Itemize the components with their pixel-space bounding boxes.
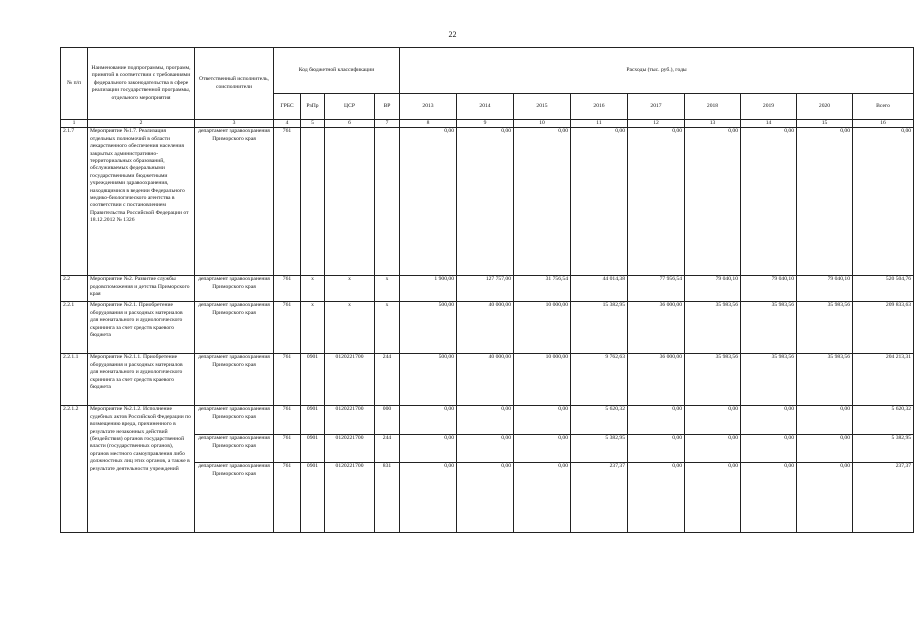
header-year: 2017	[628, 94, 685, 120]
row-grbs: 761	[274, 463, 301, 533]
header-num: № п/п	[61, 48, 88, 120]
column-index: 14	[741, 120, 797, 128]
row-responsible: департамент здравоохранения Приморского края	[195, 435, 274, 463]
row-csr: 0120221700	[325, 463, 375, 533]
header-total: Всего	[853, 94, 914, 120]
row-value: 0,00	[628, 435, 685, 463]
column-index: 11	[571, 120, 628, 128]
row-vr: 831	[375, 463, 400, 533]
budget-table	[60, 47, 914, 533]
header-year: 2019	[741, 94, 797, 120]
row-value: 127 757,00	[457, 276, 514, 302]
row-value: 0,00	[741, 406, 797, 435]
row-value: 35 983,56	[685, 302, 741, 354]
row-num: 2.2.1.1	[61, 354, 88, 406]
row-num: 2.2.1	[61, 302, 88, 354]
row-value: 35 983,56	[797, 302, 853, 354]
row-vr: x	[375, 276, 400, 302]
row-rzpr: 0901	[301, 435, 325, 463]
row-grbs: 761	[274, 302, 301, 354]
row-value: 0,00	[628, 128, 685, 276]
row-num: 2.2	[61, 276, 88, 302]
row-value: 44 014,38	[571, 276, 628, 302]
column-index: 9	[457, 120, 514, 128]
row-grbs: 761	[274, 406, 301, 435]
table-row-2-1-7	[61, 128, 914, 276]
row-total: 204 213,31	[853, 354, 914, 406]
row-value: 0,00	[797, 463, 853, 533]
row-name: Мероприятие №2.1.1. Приобретение оборудования и расходных материалов для неонатального и аудиологического скрининга за счет средств краевого бюджета	[88, 354, 195, 406]
row-value: 0,00	[400, 128, 457, 276]
row-grbs: 761	[274, 276, 301, 302]
row-value: 0,00	[741, 128, 797, 276]
row-name: Мероприятие №1.7. Реализация отдельных полномочий в области лекарственного обеспечения населения закрытых административно-территориальных образований, обслуживаемых федеральными государственными бюджетными учреждениями здравоохранения, находящимися в ведении Федерального медико-биологического агентства в соответствии с постановлением Правительства Российской Федерации от 18.12.2012 № 1326	[88, 128, 195, 276]
row-value: 79 040,10	[741, 276, 797, 302]
row-responsible: департамент здравоохранения Приморского края	[195, 128, 274, 276]
row-name: Мероприятие №2.1. Приобретение оборудования и расходных материалов для неонатального и аудиологического скрининга за счет средств краевого бюджета	[88, 302, 195, 354]
header-year: 2016	[571, 94, 628, 120]
row-value: 0,00	[685, 435, 741, 463]
row-num: 2.1.7	[61, 128, 88, 276]
row-grbs: 761	[274, 435, 301, 463]
row-grbs: 761	[274, 128, 301, 276]
row-value: 0,00	[741, 435, 797, 463]
row-value: 40 000,00	[457, 354, 514, 406]
column-index: 8	[400, 120, 457, 128]
header-rzpr: РзПр	[301, 94, 325, 120]
row-value: 5 382,95	[571, 435, 628, 463]
column-index: 1	[61, 120, 88, 128]
row-value: 0,00	[400, 406, 457, 435]
row-value: 1 900,00	[400, 276, 457, 302]
row-value: 40 000,00	[457, 302, 514, 354]
column-index: 3	[195, 120, 274, 128]
row-rzpr: x	[301, 276, 325, 302]
row-responsible: департамент здравоохранения Приморского края	[195, 354, 274, 406]
row-value: 0,00	[797, 435, 853, 463]
row-vr	[375, 128, 400, 276]
header-year: 2020	[797, 94, 853, 120]
column-index: 6	[325, 120, 375, 128]
row-value: 0,00	[741, 463, 797, 533]
header-responsible: Ответственный исполнитель, соисполнители	[195, 48, 274, 120]
row-csr: 0120221700	[325, 354, 375, 406]
row-value: 0,00	[514, 406, 571, 435]
column-index: 7	[375, 120, 400, 128]
header-year: 2013	[400, 94, 457, 120]
row-value: 0,00	[457, 406, 514, 435]
row-vr: 244	[375, 435, 400, 463]
row-rzpr: 0901	[301, 463, 325, 533]
table-row-2-2-1-2	[61, 406, 914, 435]
header-name: Наименование подпрограммы, программ, принятой в соответствии с требованиями федерального законодательства в сфере реализации государственной программы, отдельного мероприятия	[88, 48, 195, 120]
row-value: 9 762,63	[571, 354, 628, 406]
row-value: 0,00	[514, 435, 571, 463]
row-total: 520 504,76	[853, 276, 914, 302]
row-rzpr: x	[301, 302, 325, 354]
column-index: 5	[301, 120, 325, 128]
row-grbs: 761	[274, 354, 301, 406]
row-value: 35 983,56	[685, 354, 741, 406]
table-row-2-2-1-1	[61, 354, 914, 406]
row-value: 500,00	[400, 354, 457, 406]
column-index: 4	[274, 120, 301, 128]
row-total: 237,37	[853, 463, 914, 533]
row-value: 0,00	[571, 128, 628, 276]
row-value: 0,00	[457, 128, 514, 276]
row-value: 0,00	[400, 463, 457, 533]
table-row-2-2-1	[61, 302, 914, 354]
header-grbs: ГРБС	[274, 94, 301, 120]
row-name: Мероприятие №2.1.2. Исполнение судебных актов Российской Федерации по возмещению вреда, причиненного в результате незаконных действий (бездействия) органов государственной власти (государственных органов), органов местного самоуправления либо должностных лиц этих органов, а также в результате деятельности учреждений	[88, 406, 195, 533]
row-total: 0,00	[853, 128, 914, 276]
row-value: 31 756,54	[514, 276, 571, 302]
column-index: 16	[853, 120, 914, 128]
row-name: Мероприятие №2. Развитие службы родовспоможения и детства Приморского края	[88, 276, 195, 302]
row-value: 237,37	[571, 463, 628, 533]
row-value: 500,00	[400, 302, 457, 354]
row-value: 5 620,32	[571, 406, 628, 435]
row-responsible: департамент здравоохранения Приморского края	[195, 463, 274, 533]
header-expenses: Расходы (тыс. руб.), годы	[400, 48, 914, 94]
header-year: 2015	[514, 94, 571, 120]
row-value: 35 983,56	[741, 302, 797, 354]
page-number: 22	[448, 30, 457, 39]
row-value: 0,00	[514, 128, 571, 276]
column-index: 13	[685, 120, 741, 128]
column-index: 12	[628, 120, 685, 128]
row-csr: 0120221700	[325, 406, 375, 435]
header-csr: ЦСР	[325, 94, 375, 120]
row-value: 79 040,10	[685, 276, 741, 302]
row-value: 0,00	[514, 463, 571, 533]
row-num: 2.2.1.2	[61, 406, 88, 533]
row-responsible: департамент здравоохранения Приморского края	[195, 302, 274, 354]
row-csr	[325, 128, 375, 276]
column-index-row	[61, 120, 914, 128]
row-vr: x	[375, 302, 400, 354]
column-index: 10	[514, 120, 571, 128]
row-csr: 0120221700	[325, 435, 375, 463]
row-rzpr: 0901	[301, 354, 325, 406]
header-year: 2018	[685, 94, 741, 120]
row-value: 0,00	[685, 406, 741, 435]
header-budget-code: Код бюджетной классификации	[274, 48, 400, 94]
column-index: 15	[797, 120, 853, 128]
row-value: 0,00	[628, 406, 685, 435]
row-rzpr: 0901	[301, 406, 325, 435]
header-vr: ВР	[375, 94, 400, 120]
row-vr: 244	[375, 354, 400, 406]
row-value: 0,00	[457, 463, 514, 533]
row-value: 15 382,95	[571, 302, 628, 354]
row-total: 5 382,95	[853, 435, 914, 463]
row-value: 0,00	[457, 435, 514, 463]
row-value: 10 000,00	[514, 302, 571, 354]
table-row-2-2	[61, 276, 914, 302]
column-index: 2	[88, 120, 195, 128]
row-csr: x	[325, 302, 375, 354]
row-value: 35 983,56	[741, 354, 797, 406]
row-value: 36 000,00	[628, 302, 685, 354]
row-value: 35 983,56	[797, 354, 853, 406]
row-responsible: департамент здравоохранения Приморского края	[195, 276, 274, 302]
row-rzpr	[301, 128, 325, 276]
row-value: 0,00	[685, 128, 741, 276]
row-value: 79 040,10	[797, 276, 853, 302]
row-value: 10 000,00	[514, 354, 571, 406]
row-value: 77 956,54	[628, 276, 685, 302]
row-csr: x	[325, 276, 375, 302]
row-total: 209 833,63	[853, 302, 914, 354]
row-value: 0,00	[797, 406, 853, 435]
row-value: 0,00	[685, 463, 741, 533]
header-year: 2014	[457, 94, 514, 120]
row-total: 5 620,32	[853, 406, 914, 435]
row-responsible: департамент здравоохранения Приморского края	[195, 406, 274, 435]
row-value: 0,00	[628, 463, 685, 533]
row-value: 36 000,00	[628, 354, 685, 406]
row-value: 0,00	[797, 128, 853, 276]
row-value: 0,00	[400, 435, 457, 463]
row-vr: 000	[375, 406, 400, 435]
